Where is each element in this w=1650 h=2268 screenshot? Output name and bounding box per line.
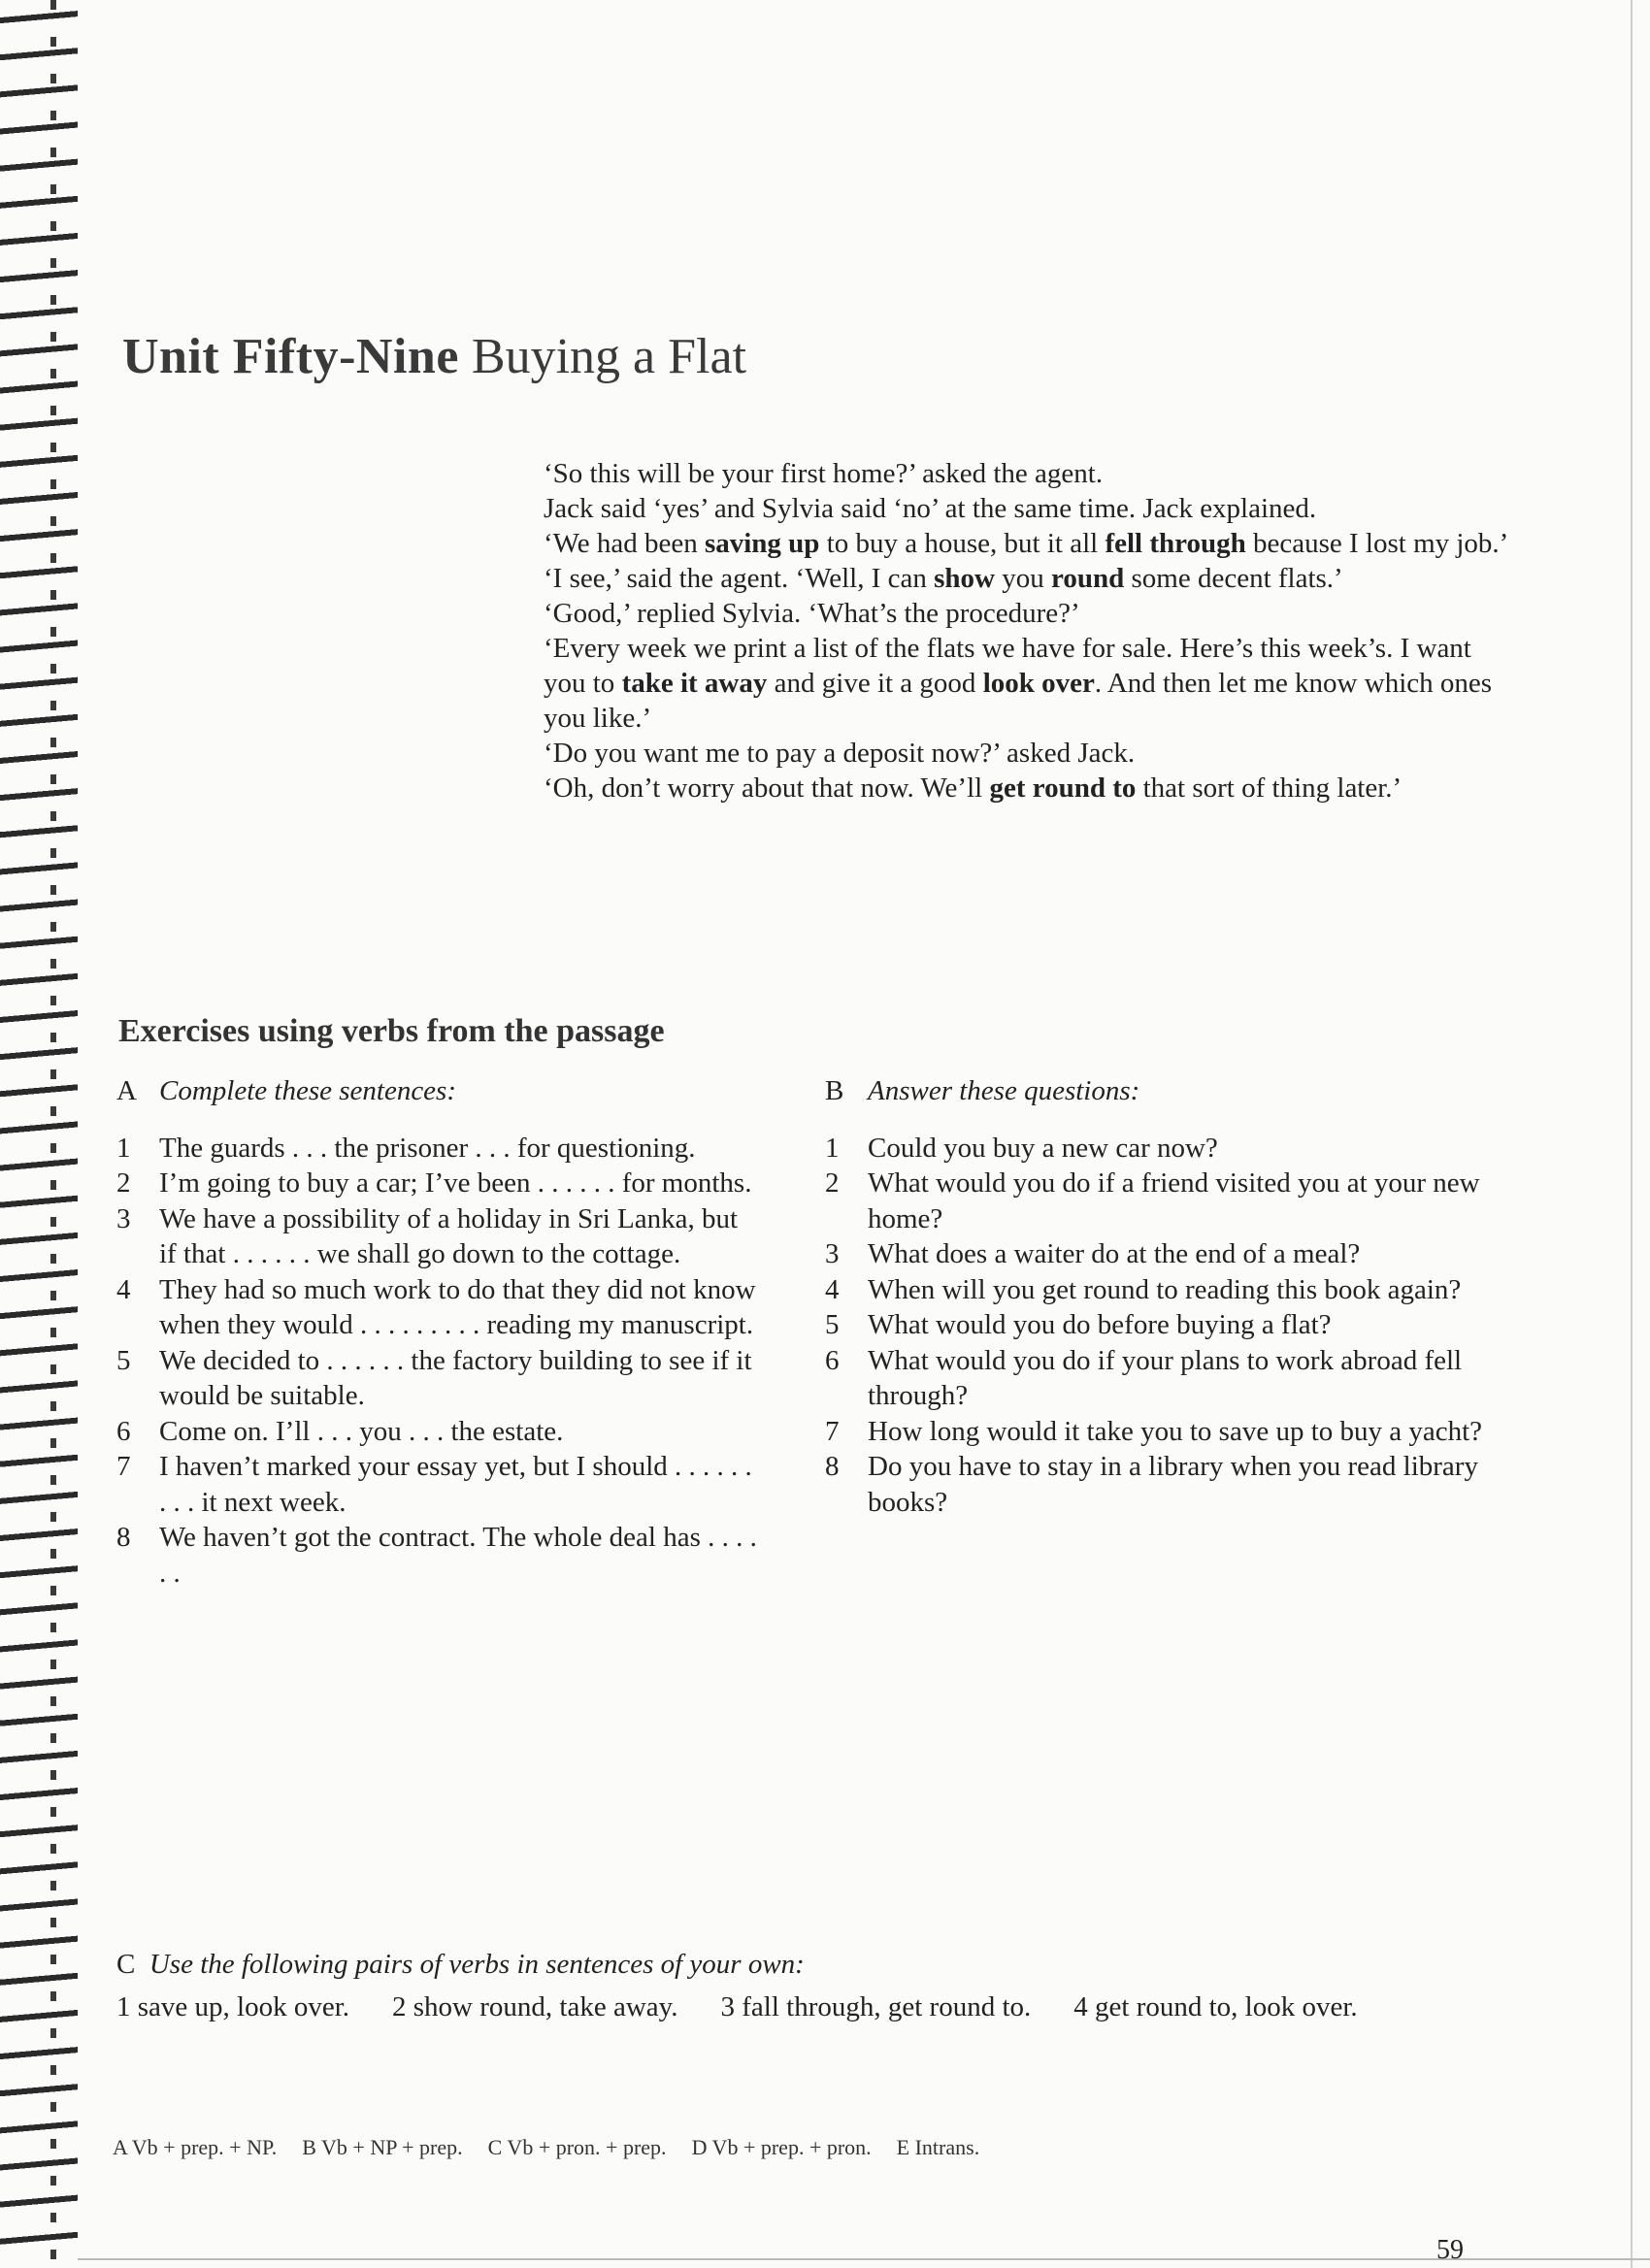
section-letter: B xyxy=(825,1075,844,1106)
item-text: How long would it take you to save up to buy a yacht? xyxy=(868,1415,1483,1447)
exercise-item xyxy=(116,1272,757,1343)
section-c-header xyxy=(116,1947,1475,1982)
exercise-item xyxy=(116,1166,757,1201)
spiral-binding xyxy=(0,0,78,2268)
reading-passage xyxy=(544,456,1514,805)
item-text: What does a waiter do at the end of a meal? xyxy=(868,1238,1361,1269)
legend-entry: A Vb + prep. + NP. xyxy=(113,2135,278,2159)
item-text: We haven’t got the contract. The whole deal has . . . . . . xyxy=(159,1522,757,1589)
item-number: 5 xyxy=(825,1309,840,1340)
item-number: 8 xyxy=(116,1522,131,1553)
phrasal-verb: fell through xyxy=(1105,528,1246,559)
item-number: 3 xyxy=(825,1238,840,1269)
section-b xyxy=(825,1073,1504,1520)
section-letter: A xyxy=(116,1075,137,1106)
item-number: 1 xyxy=(825,1132,840,1164)
passage-paragraph xyxy=(544,456,1514,491)
passage-paragraph xyxy=(544,736,1514,771)
item-number: 5 xyxy=(116,1344,131,1376)
item-text: Come on. I’ll . . . you . . . the estate. xyxy=(159,1415,564,1447)
passage-text: ‘So this will be your first home?’ asked the agent. xyxy=(544,458,1104,489)
section-c xyxy=(116,1947,1475,2024)
item-number: 4 xyxy=(825,1273,840,1305)
section-b-header xyxy=(825,1073,1504,1109)
item-number: 2 xyxy=(825,1167,840,1199)
passage-text: you xyxy=(995,563,1051,594)
passage-text: to buy a house, but it all xyxy=(819,528,1106,559)
verb-pairs xyxy=(116,1989,1436,2024)
exercise-item xyxy=(116,1520,757,1591)
item-text: I’m going to buy a car; I’ve been . . . . . . for months. xyxy=(159,1167,752,1199)
exercise-item xyxy=(116,1201,757,1272)
item-number: 7 xyxy=(825,1415,840,1447)
verb-pair: 2 show round, take away. xyxy=(392,1991,678,2022)
phrasal-verb: take it away xyxy=(621,668,768,699)
item-text: I haven’t marked your essay yet, but I should . . . . . . . . . it next week. xyxy=(159,1451,752,1518)
exercise-item xyxy=(825,1272,1504,1308)
page-edge xyxy=(1631,0,1633,2268)
exercise-item xyxy=(825,1166,1504,1236)
legend-entry: D Vb + prep. + pron. xyxy=(691,2135,872,2159)
item-number: 3 xyxy=(116,1202,131,1234)
item-number: 2 xyxy=(116,1167,131,1199)
item-number: 1 xyxy=(116,1132,131,1164)
legend-entry: C Vb + pron. + prep. xyxy=(487,2135,667,2159)
item-number: 6 xyxy=(116,1415,131,1447)
passage-text: because I lost my job.’ xyxy=(1245,528,1509,559)
section-instruction: Use the following pairs of verbs in sentences of your own: xyxy=(148,1949,805,1980)
passage-text: and give it a good xyxy=(767,668,983,699)
passage-paragraph xyxy=(544,596,1514,631)
passage-text: ‘Oh, don’t worry about that now. We’ll xyxy=(544,772,990,804)
item-number: 8 xyxy=(825,1451,840,1482)
exercise-item xyxy=(116,1343,757,1414)
exercise-item xyxy=(825,1307,1504,1343)
passage-text: . And then let me know which ones you like.’ xyxy=(544,668,1493,734)
legend-entry: B Vb + NP + prep. xyxy=(302,2135,463,2159)
verb-pair: 1 save up, look over. xyxy=(116,1991,350,2022)
structure-legend xyxy=(113,2135,1005,2160)
item-text: We have a possibility of a holiday in Sri Lanka, but if that . . . . . . we shall go down to the cottage. xyxy=(159,1202,739,1269)
passage-paragraph xyxy=(544,631,1514,736)
phrasal-verb: round xyxy=(1051,563,1125,594)
exercise-item xyxy=(116,1449,757,1520)
passage-paragraph xyxy=(544,561,1514,596)
exercise-item xyxy=(825,1414,1504,1450)
passage-text: ‘We had been xyxy=(544,528,705,559)
passage-paragraph xyxy=(544,491,1514,526)
item-number: 4 xyxy=(116,1273,131,1305)
passage-text: ‘Good,’ replied Sylvia. ‘What’s the procedure?’ xyxy=(544,598,1080,629)
item-text: Do you have to stay in a library when you read library books? xyxy=(868,1451,1478,1518)
passage-text: some decent flats.’ xyxy=(1124,563,1343,594)
exercise-item xyxy=(825,1449,1504,1520)
exercise-item xyxy=(825,1343,1504,1414)
section-instruction: Answer these questions: xyxy=(868,1075,1140,1106)
section-b-list xyxy=(825,1131,1504,1521)
passage-text: that sort of thing later.’ xyxy=(1136,772,1402,804)
item-text: They had so much work to do that they did not know when they would . . . . . . . . . reading my manuscript. xyxy=(159,1273,756,1340)
phrasal-verb: get round to xyxy=(989,772,1137,804)
legend-entry: E Intrans. xyxy=(896,2135,980,2159)
passage-paragraph xyxy=(544,526,1514,561)
unit-label: Unit Fifty-Nine xyxy=(122,329,459,384)
item-text: When will you get round to reading this book again? xyxy=(868,1273,1462,1305)
passage-paragraph xyxy=(544,771,1514,805)
item-text: Could you buy a new car now? xyxy=(868,1132,1218,1164)
passage-text: ‘I see,’ said the agent. ‘Well, I can xyxy=(544,563,935,594)
exercise-item xyxy=(116,1131,757,1167)
item-number: 7 xyxy=(116,1451,131,1482)
exercise-item xyxy=(825,1131,1504,1167)
phrasal-verb: show xyxy=(934,563,995,594)
item-text: The guards . . . the prisoner . . . for questioning. xyxy=(159,1132,696,1164)
item-text: What would you do if your plans to work abroad fell through? xyxy=(868,1344,1463,1411)
phrasal-verb: saving up xyxy=(704,528,820,559)
exercise-item xyxy=(825,1236,1504,1272)
section-a-list xyxy=(116,1131,757,1592)
verb-pair: 3 fall through, get round to. xyxy=(720,1991,1032,2022)
page-number: 59 xyxy=(1436,2235,1464,2265)
passage-text: ‘Every week we print a list of the flats we have for sale. Here’s this week’s. I want you to xyxy=(544,633,1471,699)
item-text: What would you do before buying a flat? xyxy=(868,1309,1332,1340)
exercise-item xyxy=(116,1414,757,1450)
item-text: We decided to . . . . . . the factory building to see if it would be suitable. xyxy=(159,1344,752,1411)
page-edge-bottom xyxy=(78,2258,1650,2260)
section-a-header xyxy=(116,1073,757,1109)
verb-pair: 4 get round to, look over. xyxy=(1073,1991,1358,2022)
unit-title xyxy=(122,328,746,385)
passage-text: Jack said ‘yes’ and Sylvia said ‘no’ at the same time. Jack explained. xyxy=(544,493,1317,524)
section-instruction: Complete these sentences: xyxy=(159,1075,457,1106)
item-text: What would you do if a friend visited you at your new home? xyxy=(868,1167,1480,1234)
phrasal-verb: look over xyxy=(982,668,1095,699)
passage-text: ‘Do you want me to pay a deposit now?’ asked Jack. xyxy=(544,738,1136,769)
unit-subtitle: Buying a Flat xyxy=(471,329,747,384)
item-number: 6 xyxy=(825,1344,840,1376)
section-letter: C xyxy=(116,1949,136,1980)
section-a xyxy=(116,1073,757,1591)
exercises-heading: Exercises using verbs from the passage xyxy=(118,1013,665,1049)
